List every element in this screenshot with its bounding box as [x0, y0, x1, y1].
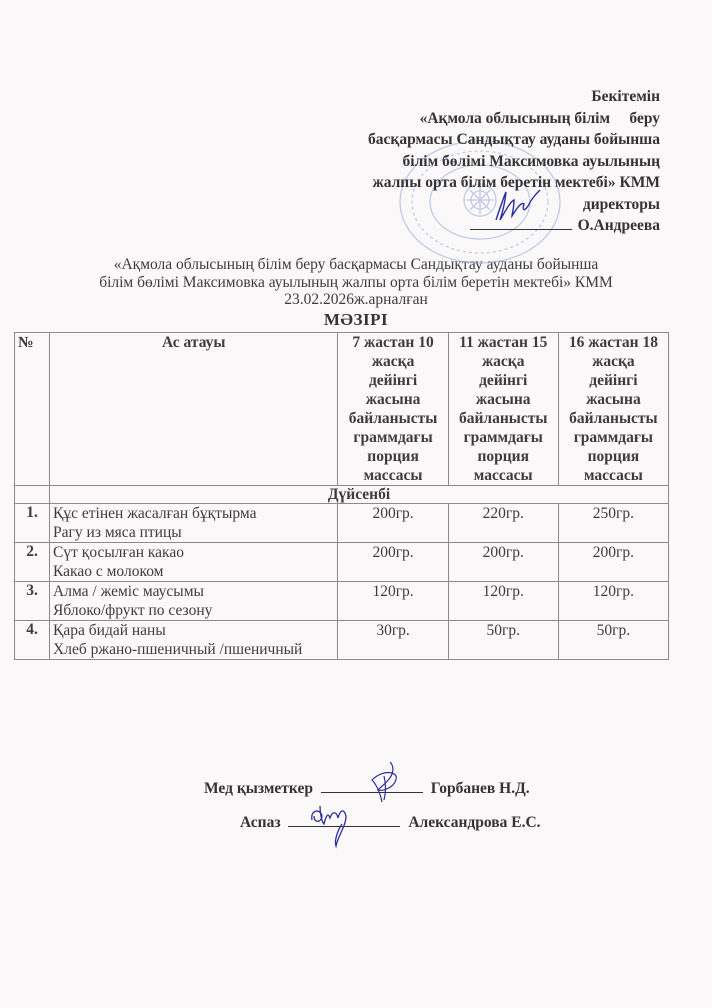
header-dish-name: Ас атауы	[50, 332, 338, 485]
dish-name-kz: Құс етінен жасалған бұқтырма	[53, 504, 257, 522]
approval-title: Бекітемін	[591, 88, 660, 105]
cook-name: Александрова Е.С.	[408, 813, 541, 831]
document-header	[16, 256, 696, 309]
signature-footer	[0, 778, 712, 898]
medical-signature	[362, 762, 406, 804]
header-age-group-7-10	[338, 332, 448, 485]
document-header-line: білім бөлімі Максимовка ауылының жалпы орта білім беретін мектебі» КММ	[99, 273, 613, 291]
header-line: граммдағы	[573, 428, 654, 446]
day-label: Дүйсенбі	[50, 485, 669, 503]
table-row	[15, 542, 669, 581]
day-row	[15, 485, 669, 503]
header-line: жасқа	[592, 352, 635, 370]
menu-table	[14, 332, 669, 660]
dish-name	[50, 503, 338, 542]
header-line: массасы	[583, 466, 643, 484]
header-line: дейінгі	[368, 371, 418, 389]
dish-name-kz: Қара бидай наны	[53, 621, 166, 639]
portion-11-15: 120гр.	[448, 581, 558, 620]
header-line: байланысты	[348, 409, 438, 427]
dish-name	[50, 542, 338, 581]
header-line: порция	[367, 447, 419, 465]
dish-name-kz: Алма / жеміс маусымы	[53, 582, 204, 600]
header-age-group-11-15	[448, 332, 558, 485]
header-line: массасы	[473, 466, 533, 484]
header-line: жасқа	[371, 352, 415, 370]
row-number: 3.	[15, 581, 50, 620]
medical-name: Горбанев Н.Д.	[430, 779, 530, 797]
approval-org-line: білім бөлімі Максимовка ауылының	[402, 152, 660, 170]
document-header-line: «Ақмола облысының білім беру басқармасы Сандықтау ауданы бойынша	[113, 256, 599, 273]
portion-16-18: 200гр.	[558, 542, 668, 581]
header-line: 16 жастан 18	[568, 333, 658, 351]
header-line: массасы	[363, 466, 423, 484]
dish-name-ru: Хлеб ржано-пшеничный /пшеничный	[53, 640, 303, 658]
header-line: граммдағы	[463, 428, 543, 446]
portion-7-10: 30гр.	[338, 620, 448, 659]
approval-area	[0, 86, 712, 256]
dish-name	[50, 620, 338, 659]
dish-name-ru: Какао с молоком	[53, 562, 164, 580]
header-line: дейінгі	[479, 371, 528, 389]
portion-16-18: 50гр.	[558, 620, 668, 659]
cook-role: Аспаз	[240, 813, 281, 831]
portion-16-18: 120гр.	[558, 581, 668, 620]
header-line: жасқа	[481, 352, 525, 370]
director-name: О.Андреева	[577, 217, 660, 234]
header-line: 11 жастан 15	[459, 333, 548, 351]
approval-position: директоры	[582, 195, 660, 213]
row-number: 4.	[15, 620, 50, 659]
row-number: 2.	[15, 542, 50, 581]
table-header-row	[15, 332, 669, 485]
header-age-group-16-18	[558, 332, 668, 485]
cook-signature-row	[240, 812, 541, 833]
header-line: жасына	[586, 390, 641, 408]
header-line: порция	[477, 447, 529, 465]
medical-role: Мед қызметкер	[204, 779, 313, 797]
portion-11-15: 50гр.	[448, 620, 558, 659]
dish-name-kz: Сүт қосылған какао	[53, 543, 184, 561]
portion-7-10: 200гр.	[338, 542, 448, 581]
table-row	[15, 581, 669, 620]
header-line: 7 жастан 10	[352, 333, 434, 351]
header-line: жасына	[475, 390, 531, 408]
director-signature-line	[280, 215, 660, 237]
header-line: порция	[587, 447, 640, 465]
header-line: граммдағы	[353, 428, 433, 446]
portion-7-10: 120гр.	[338, 581, 448, 620]
table-row	[15, 503, 669, 542]
approval-block	[280, 86, 660, 237]
header-line: байланысты	[569, 409, 658, 427]
portion-11-15: 220гр.	[448, 503, 558, 542]
header-line: жасына	[365, 390, 421, 408]
row-number: 1.	[15, 503, 50, 542]
header-number: №	[15, 332, 50, 485]
cook-signature	[308, 800, 358, 850]
portion-11-15: 200гр.	[448, 542, 558, 581]
header-line: дейінгі	[589, 371, 638, 389]
portion-16-18: 250гр.	[558, 503, 668, 542]
dish-name-ru: Рагу из мяса птицы	[53, 523, 182, 541]
approval-org-line: басқармасы Сандықтау ауданы бойынша	[368, 131, 660, 148]
portion-7-10: 200гр.	[338, 503, 448, 542]
dish-name-ru: Яблоко/фрукт по сезону	[53, 601, 213, 619]
day-row-number-cell	[15, 485, 50, 503]
dish-name	[50, 581, 338, 620]
director-signature	[488, 188, 544, 224]
approval-org-line: жалпы орта білім беретін мектебі» КММ	[372, 174, 660, 191]
menu-title: МӘЗІРІ	[323, 309, 389, 329]
document-date: 23.02.2026ж.арналған	[284, 291, 428, 308]
table-row	[15, 620, 669, 659]
approval-org-line: «Ақмола облысының білім беру	[419, 109, 660, 127]
header-line: байланысты	[458, 409, 548, 427]
